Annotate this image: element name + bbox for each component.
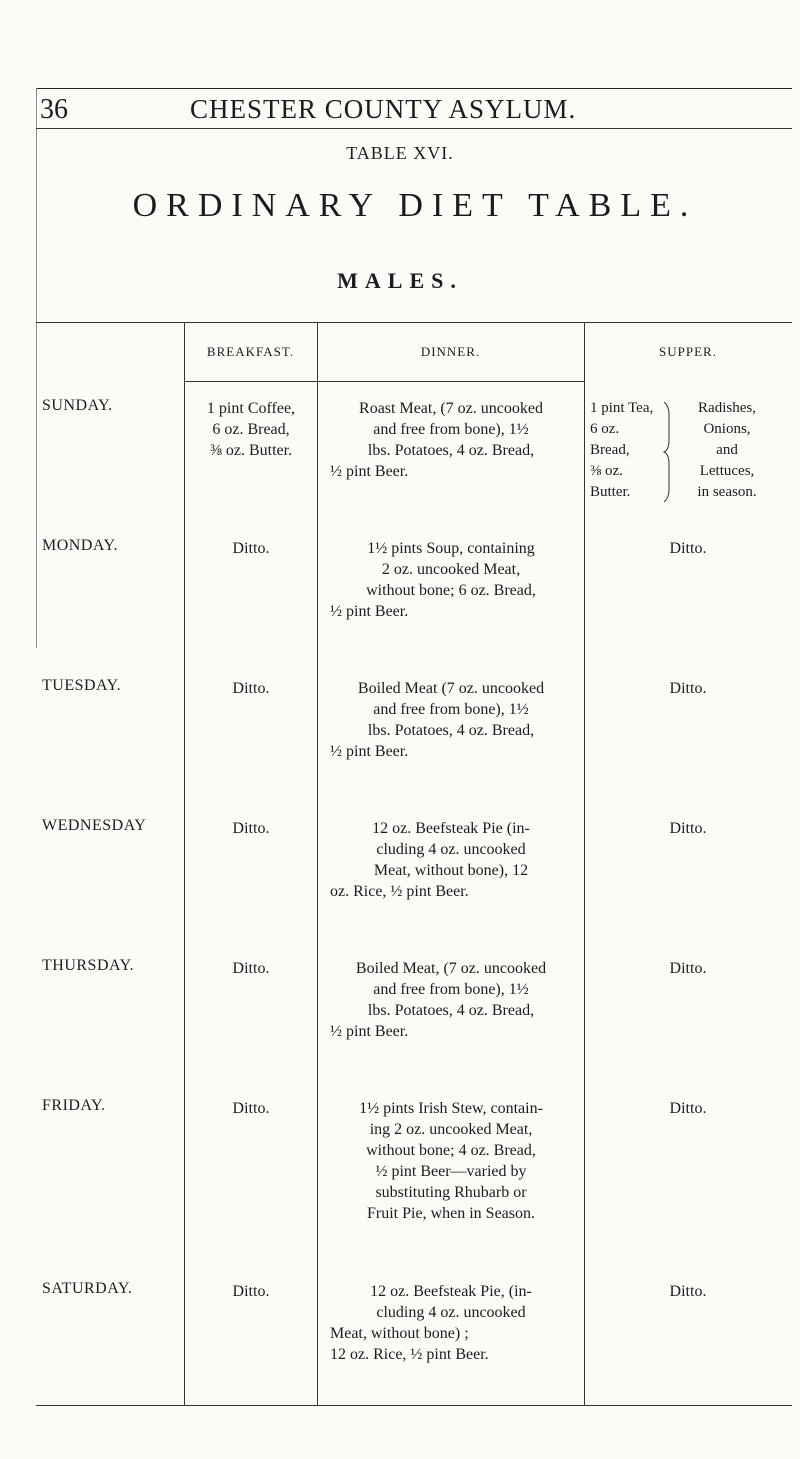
supper-cell xyxy=(586,678,790,699)
cell-line: ½ pint Beer—varied by xyxy=(375,1163,527,1180)
day-label: THURSDAY. xyxy=(42,957,135,974)
cell-line: substituting Rhubarb or xyxy=(375,1184,527,1201)
cell-line: ½ pint Beer. xyxy=(330,603,409,620)
brace-icon xyxy=(662,402,672,502)
dinner-cell xyxy=(330,538,572,622)
cell-line: Onions, xyxy=(703,421,751,437)
cell-line: 1½ pints Soup, containing xyxy=(367,540,535,557)
cell-line: 12 oz. Beefsteak Pie, (in- xyxy=(370,1283,532,1300)
cell-line: ½ pint Beer. xyxy=(330,743,409,760)
cell-line: Ditto. xyxy=(669,960,707,977)
cell-line: ing 2 oz. uncooked Meat, xyxy=(369,1121,533,1138)
cell-line: 12 oz. Beefsteak Pie (in- xyxy=(372,820,530,837)
column-header-dinner: DINNER. xyxy=(420,344,481,359)
dinner-cell xyxy=(330,818,572,902)
cell-line: oz. Rice, ½ pint Beer. xyxy=(330,883,469,900)
cell-line: Ditto. xyxy=(232,820,270,837)
dinner-cell xyxy=(330,1281,572,1365)
breakfast-cell xyxy=(186,538,316,559)
cell-line: 1½ pints Irish Stew, contain- xyxy=(359,1100,543,1117)
cell-line: ½ pint Beer. xyxy=(330,463,409,480)
table-number: TABLE XVI. xyxy=(346,143,454,163)
supper-cell xyxy=(586,538,790,559)
cell-line: 2 oz. uncooked Meat, xyxy=(381,561,521,578)
cell-line: lbs. Potatoes, 4 oz. Bread, xyxy=(367,1002,535,1019)
cell-line: Fruit Pie, when in Season. xyxy=(367,1205,535,1222)
day-label: SUNDAY. xyxy=(42,397,113,414)
cell-line: Ditto. xyxy=(232,960,270,977)
cell-line: and free from bone), 1½ xyxy=(373,981,529,998)
day-label: MONDAY. xyxy=(42,537,118,554)
cell-line: Radishes, xyxy=(698,400,756,416)
column-header-rule xyxy=(184,381,584,382)
breakfast-cell xyxy=(186,958,316,979)
day-label: TUESDAY. xyxy=(42,677,122,694)
supper-cell xyxy=(586,1098,790,1119)
cell-line: Ditto. xyxy=(232,1283,270,1300)
column-divider-3 xyxy=(584,322,585,1405)
cell-line: without bone; 6 oz. Bread, xyxy=(366,582,536,599)
dinner-cell xyxy=(330,678,572,762)
cell-line: Boiled Meat (7 oz. uncooked xyxy=(357,680,545,697)
cell-line: Ditto. xyxy=(669,680,707,697)
cell-line: ½ pint Beer. xyxy=(330,1023,409,1040)
cell-line: ⅜ oz. Butter. xyxy=(209,442,293,459)
cell-line: Meat, without bone) ; xyxy=(330,1325,469,1342)
cell-line: Ditto. xyxy=(669,540,707,557)
column-divider-1 xyxy=(184,322,185,1405)
cell-line: lbs. Potatoes, 4 oz. Bread, xyxy=(367,722,535,739)
breakfast-cell xyxy=(186,818,316,839)
cell-line: Ditto. xyxy=(669,820,707,837)
column-header-supper: SUPPER. xyxy=(659,344,717,359)
cell-line: 1 pint Coffee, xyxy=(206,400,296,417)
cell-line: 1 pint Tea, xyxy=(590,400,654,416)
header-underline xyxy=(36,128,792,129)
supper-cell xyxy=(586,958,790,979)
cell-line: in season. xyxy=(697,484,757,500)
supper-extra-cell xyxy=(672,398,782,503)
cell-line: Ditto. xyxy=(232,540,270,557)
supper-cell xyxy=(586,818,790,839)
cell-line: 12 oz. Rice, ½ pint Beer. xyxy=(330,1346,489,1363)
cell-line: cluding 4 oz. uncooked xyxy=(376,841,526,858)
page-title: ORDINARY DIET TABLE. xyxy=(132,187,698,224)
cell-line: and xyxy=(716,442,738,458)
cell-line: and free from bone), 1½ xyxy=(373,701,529,718)
cell-line: 6 oz. Bread, xyxy=(590,421,630,458)
supper-cell xyxy=(586,1281,790,1302)
cell-line: cluding 4 oz. uncooked xyxy=(376,1304,526,1321)
day-label: SATURDAY. xyxy=(42,1280,133,1297)
dinner-cell xyxy=(330,958,572,1042)
breakfast-cell xyxy=(186,398,316,461)
table-bottom-rule xyxy=(36,1405,792,1406)
dinner-cell xyxy=(330,398,572,482)
breakfast-cell xyxy=(186,678,316,699)
table-top-rule xyxy=(36,322,792,323)
cell-line: ⅜ oz. Butter. xyxy=(590,463,631,500)
cell-line: Ditto. xyxy=(232,680,270,697)
dinner-cell xyxy=(330,1098,572,1224)
cell-line: Boiled Meat, (7 oz. uncooked xyxy=(355,960,547,977)
supper-cell xyxy=(590,398,662,503)
day-label: WEDNESDAY xyxy=(42,817,147,834)
column-header-breakfast: BREAKFAST. xyxy=(206,344,295,359)
cell-line: and free from bone), 1½ xyxy=(373,421,529,438)
cell-line: Ditto. xyxy=(669,1283,707,1300)
breakfast-cell xyxy=(186,1098,316,1119)
running-head: CHESTER COUNTY ASYLUM. xyxy=(190,94,577,124)
day-label: FRIDAY. xyxy=(42,1097,106,1114)
cell-line: Roast Meat, (7 oz. uncooked xyxy=(359,400,543,417)
cell-line: lbs. Potatoes, 4 oz. Bread, xyxy=(367,442,535,459)
header-rule xyxy=(36,88,792,89)
column-divider-2 xyxy=(317,322,318,1405)
cell-line: Ditto. xyxy=(232,1100,270,1117)
breakfast-cell xyxy=(186,1281,316,1302)
left-border-rule xyxy=(36,88,37,648)
cell-line: Meat, without bone), 12 xyxy=(373,862,529,879)
cell-line: Ditto. xyxy=(669,1100,707,1117)
cell-line: 6 oz. Bread, xyxy=(212,421,290,438)
cell-line: without bone; 4 oz. Bread, xyxy=(366,1142,536,1159)
page-number: 36 xyxy=(40,94,68,125)
cell-line: Lettuces, xyxy=(699,463,755,479)
page-subtitle: MALES. xyxy=(337,268,463,293)
